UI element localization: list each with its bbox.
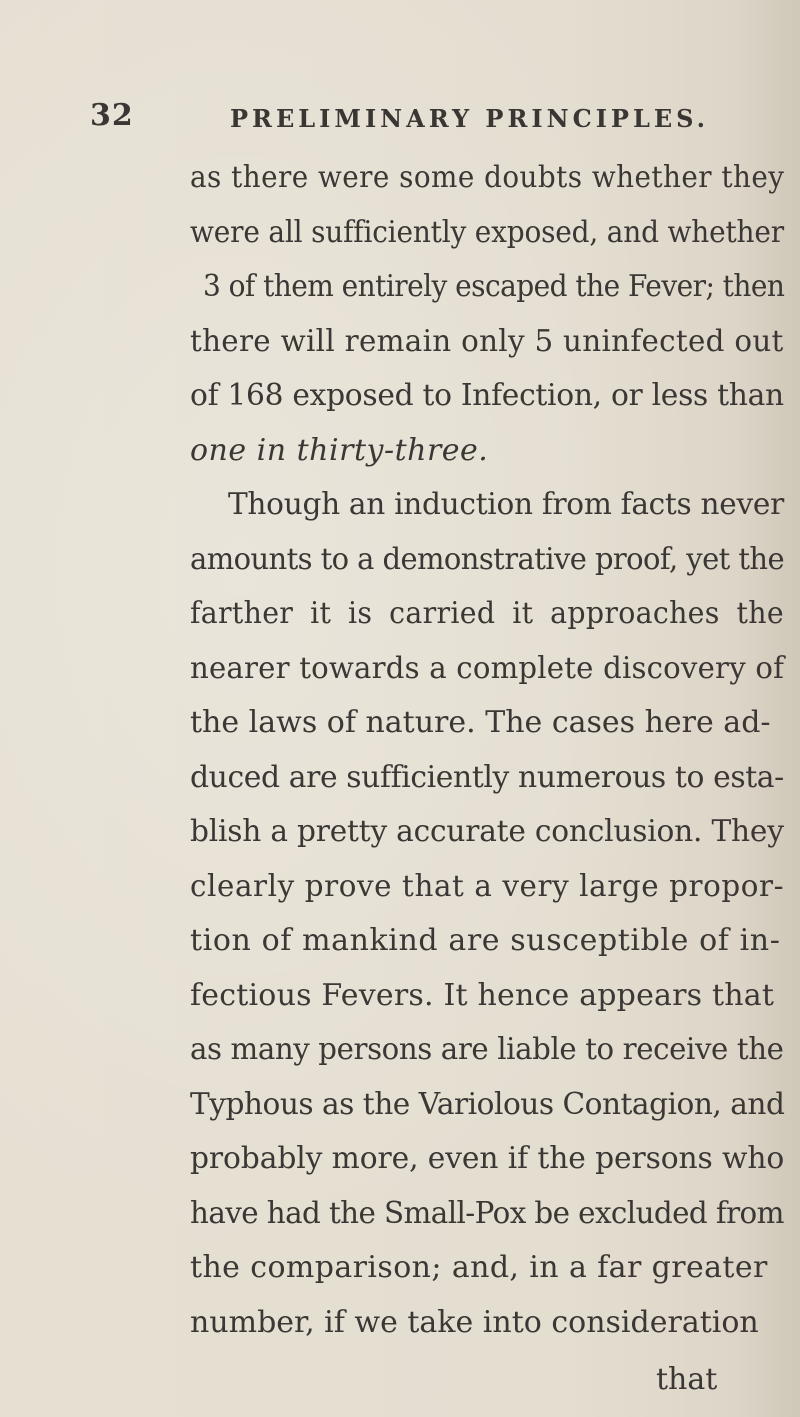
text-line: fectious Fevers. It hence appears that [190, 977, 775, 1013]
running-head: PRELIMINARY PRINCIPLES. [230, 104, 709, 133]
text-line: were all sufficiently exposed, and whether [190, 214, 784, 250]
text-line: as there were some doubts whether they [190, 160, 785, 195]
text-line: Though an induction from facts never [228, 487, 784, 522]
text-line: farther it is carried it approaches the [190, 596, 784, 631]
text-line: clearly prove that a very large propor- [190, 868, 785, 904]
text-line: as many persons are liable to receive the [190, 1032, 784, 1067]
text-line: the comparison; and, in a far greater [190, 1250, 768, 1285]
text-line: there will remain only 5 uninfected out [190, 323, 784, 359]
text-line: have had the Small-Pox be excluded from [190, 1195, 784, 1231]
text-line: 3 of them entirely escaped the Fever; then [203, 269, 785, 304]
text-line: one in thirty-three. [190, 432, 489, 468]
text-line: probably more, even if the persons who [190, 1141, 785, 1176]
text-line: blish a pretty accurate conclusion. They [190, 814, 784, 849]
text-line: Typhous as the Variolous Contagion, and [190, 1086, 785, 1122]
page-header [90, 98, 770, 138]
page-number: 32 [90, 98, 134, 133]
text-line: tion of mankind are susceptible of in- [190, 923, 781, 958]
text-line: number, if we take into consideration [190, 1304, 759, 1340]
text-line: duced are sufficiently numerous to esta- [190, 759, 784, 795]
text-line: the laws of nature. The cases here ad- [190, 705, 771, 740]
text-line: amounts to a demonstrative proof, yet the [190, 541, 785, 577]
text-line: of 168 exposed to Infection, or less than [190, 378, 784, 413]
catchword: that [656, 1362, 718, 1397]
text-line: nearer towards a complete discovery of [190, 650, 785, 686]
